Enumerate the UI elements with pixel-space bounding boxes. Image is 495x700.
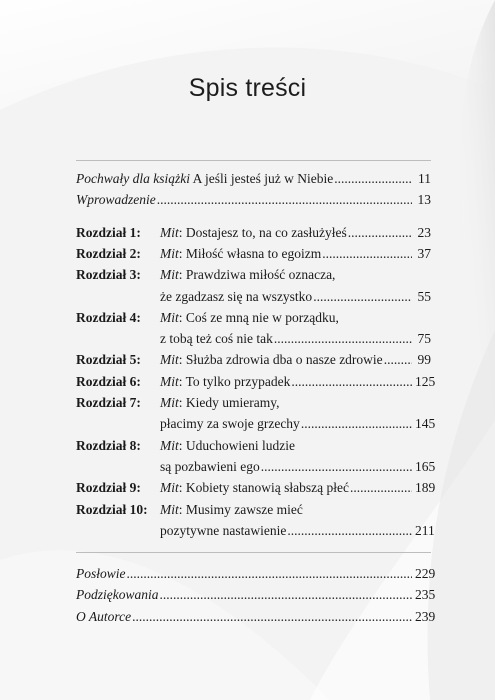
entry-text <box>160 350 431 370</box>
entry-title <box>160 500 303 520</box>
entry-title <box>160 287 312 307</box>
entry-title <box>160 329 273 349</box>
chapter-label: Rozdział 9: <box>76 480 141 496</box>
entry-title <box>160 308 339 328</box>
page-number: 165 <box>415 458 436 474</box>
chapter-label: Rozdział 10: <box>76 501 148 517</box>
back-matter-entry[interactable] <box>76 585 436 605</box>
entry-text <box>160 223 431 243</box>
entry-italic-title: Posłowie <box>76 566 126 582</box>
chapter-entry[interactable] <box>76 223 431 243</box>
page-title: Spis treści <box>188 74 307 102</box>
divider <box>76 552 431 553</box>
entry-text <box>160 393 431 413</box>
entry-title <box>160 223 347 243</box>
entry-title <box>160 350 383 370</box>
chapter-title-line: : Kobiety stanowią słabszą płeć <box>178 480 349 496</box>
chapter-title-line: : Kiedy umieramy, <box>178 395 280 410</box>
page-number: 99 <box>417 352 431 368</box>
chapter-entry[interactable] <box>76 478 436 498</box>
chapter-title-line: : Musimy zawsze mieć <box>178 501 303 517</box>
page-number: 75 <box>417 331 431 347</box>
chapter-title-line: : Służba zdrowia dba o nasze zdrowie <box>178 352 383 368</box>
page-number: 145 <box>415 416 436 432</box>
chapter-title-line: : Miłość własna to egoizm <box>178 245 322 261</box>
chapter-entry[interactable] <box>76 500 431 520</box>
chapter-entry-continuation[interactable] <box>76 521 435 541</box>
dot-leader <box>334 169 412 189</box>
myth-prefix: Mit <box>160 480 179 496</box>
entry-title <box>160 244 321 264</box>
entry-subtitle: A jeśli jesteś już w Niebie <box>189 171 334 186</box>
dot-leader <box>350 478 412 498</box>
entry-text <box>160 436 431 456</box>
entry-title <box>76 564 126 584</box>
chapter-title-line: pozytywne nastawienie <box>160 522 287 538</box>
dot-leader <box>291 372 412 392</box>
page-number: 11 <box>418 171 431 186</box>
myth-prefix: Mit <box>160 245 179 261</box>
entry-title <box>160 393 279 413</box>
chapter-title-line: : Coś ze mną nie w porządku, <box>178 309 339 325</box>
entry-title <box>76 169 333 189</box>
chapter-entry[interactable] <box>76 393 431 413</box>
entry-text <box>160 500 431 520</box>
myth-prefix: Mit <box>160 373 179 389</box>
entry-text <box>160 478 436 498</box>
chapter-entry[interactable] <box>76 308 431 328</box>
chapter-entry[interactable] <box>76 436 431 456</box>
dot-leader <box>322 244 412 264</box>
entry-text <box>76 585 436 605</box>
entry-title <box>160 521 286 541</box>
chapter-label: Rozdział 2: <box>76 245 141 261</box>
myth-prefix: Mit <box>160 309 179 325</box>
dot-leader <box>313 287 412 307</box>
page-number: 235 <box>415 587 436 603</box>
entry-title <box>76 585 159 605</box>
chapter-title-line: : Dostajesz to, na co zasłużyłeś <box>178 224 347 240</box>
myth-prefix: Mit <box>160 267 179 283</box>
chapter-entry-continuation[interactable] <box>76 457 436 477</box>
back-matter-entry[interactable] <box>76 564 436 584</box>
chapter-entry-continuation[interactable] <box>76 414 436 434</box>
entry-text <box>76 564 436 584</box>
dot-leader <box>274 329 412 349</box>
dot-leader <box>301 414 412 434</box>
chapter-label: Rozdział 7: <box>76 395 141 410</box>
dot-leader <box>160 585 413 605</box>
myth-prefix: Mit <box>160 395 179 410</box>
chapter-label: Rozdział 3: <box>76 267 141 283</box>
dot-leader <box>261 457 412 477</box>
front-matter-entry[interactable] <box>76 190 431 210</box>
entry-text <box>160 287 431 307</box>
entry-title <box>160 414 300 434</box>
dot-leader <box>127 564 413 584</box>
dot-leader <box>384 350 412 370</box>
entry-text <box>76 190 431 210</box>
entry-title <box>160 457 260 477</box>
page-number: 211 <box>415 522 435 538</box>
myth-prefix: Mit <box>160 352 179 368</box>
dot-leader <box>157 190 412 210</box>
chapter-entry-continuation[interactable] <box>76 329 431 349</box>
chapter-title-line: płacimy za swoje grzechy <box>160 416 300 432</box>
entry-italic-title: Podziękowania <box>76 587 159 603</box>
chapter-title-line: : Uduchowieni ludzie <box>178 437 295 453</box>
chapter-entry[interactable] <box>76 350 431 370</box>
chapter-title-line: : Prawdziwa miłość oznacza, <box>178 267 336 283</box>
chapter-label: Rozdział 8: <box>76 437 141 453</box>
entry-text <box>160 457 436 477</box>
entry-title <box>160 478 349 498</box>
chapter-entry-continuation[interactable] <box>76 287 431 307</box>
entry-italic-title: Pochwały dla książki <box>76 171 190 186</box>
front-matter-entry[interactable] <box>76 169 431 189</box>
chapter-entry[interactable] <box>76 372 436 392</box>
chapter-entry[interactable] <box>76 244 431 264</box>
dot-leader <box>132 607 412 627</box>
entry-text <box>160 308 431 328</box>
page-number: 229 <box>415 566 436 582</box>
entry-text <box>76 607 436 627</box>
page-number: 37 <box>417 245 431 261</box>
myth-prefix: Mit <box>160 224 179 240</box>
chapter-label: Rozdział 4: <box>76 309 141 325</box>
chapter-title-line: z tobą też coś nie tak <box>160 331 273 347</box>
chapter-title-line: że zgadzasz się na wszystko <box>160 288 313 304</box>
chapter-label: Rozdział 5: <box>76 352 141 368</box>
entry-italic-title: O Autorce <box>76 608 132 624</box>
dot-leader <box>348 223 412 243</box>
back-matter-entry[interactable] <box>76 607 436 627</box>
chapter-title-line: są pozbawieni ego <box>160 458 260 474</box>
page-number: 125 <box>415 373 436 389</box>
myth-prefix: Mit <box>160 501 179 517</box>
entry-text <box>76 169 431 189</box>
page-number: 189 <box>415 480 436 496</box>
entry-title <box>160 265 335 285</box>
divider <box>76 160 431 161</box>
page-number: 239 <box>415 608 436 624</box>
entry-title <box>76 190 156 210</box>
entry-title <box>160 372 290 392</box>
chapter-label: Rozdział 1: <box>76 224 141 240</box>
chapter-entry[interactable] <box>76 265 431 285</box>
chapter-label: Rozdział 6: <box>76 373 141 389</box>
entry-text <box>160 414 436 434</box>
entry-title <box>76 607 131 627</box>
entry-text <box>160 244 431 264</box>
page-number: 55 <box>417 288 431 304</box>
dot-leader <box>287 521 412 541</box>
entry-title <box>160 436 295 456</box>
entry-text <box>160 521 435 541</box>
entry-text <box>160 265 431 285</box>
page-number: 13 <box>417 192 431 208</box>
entry-text <box>160 329 431 349</box>
chapter-title-line: : To tylko przypadek <box>178 373 291 389</box>
entry-italic-title: Wprowadzenie <box>76 192 156 208</box>
entry-text <box>160 372 436 392</box>
myth-prefix: Mit <box>160 437 179 453</box>
page-number: 23 <box>417 224 431 240</box>
